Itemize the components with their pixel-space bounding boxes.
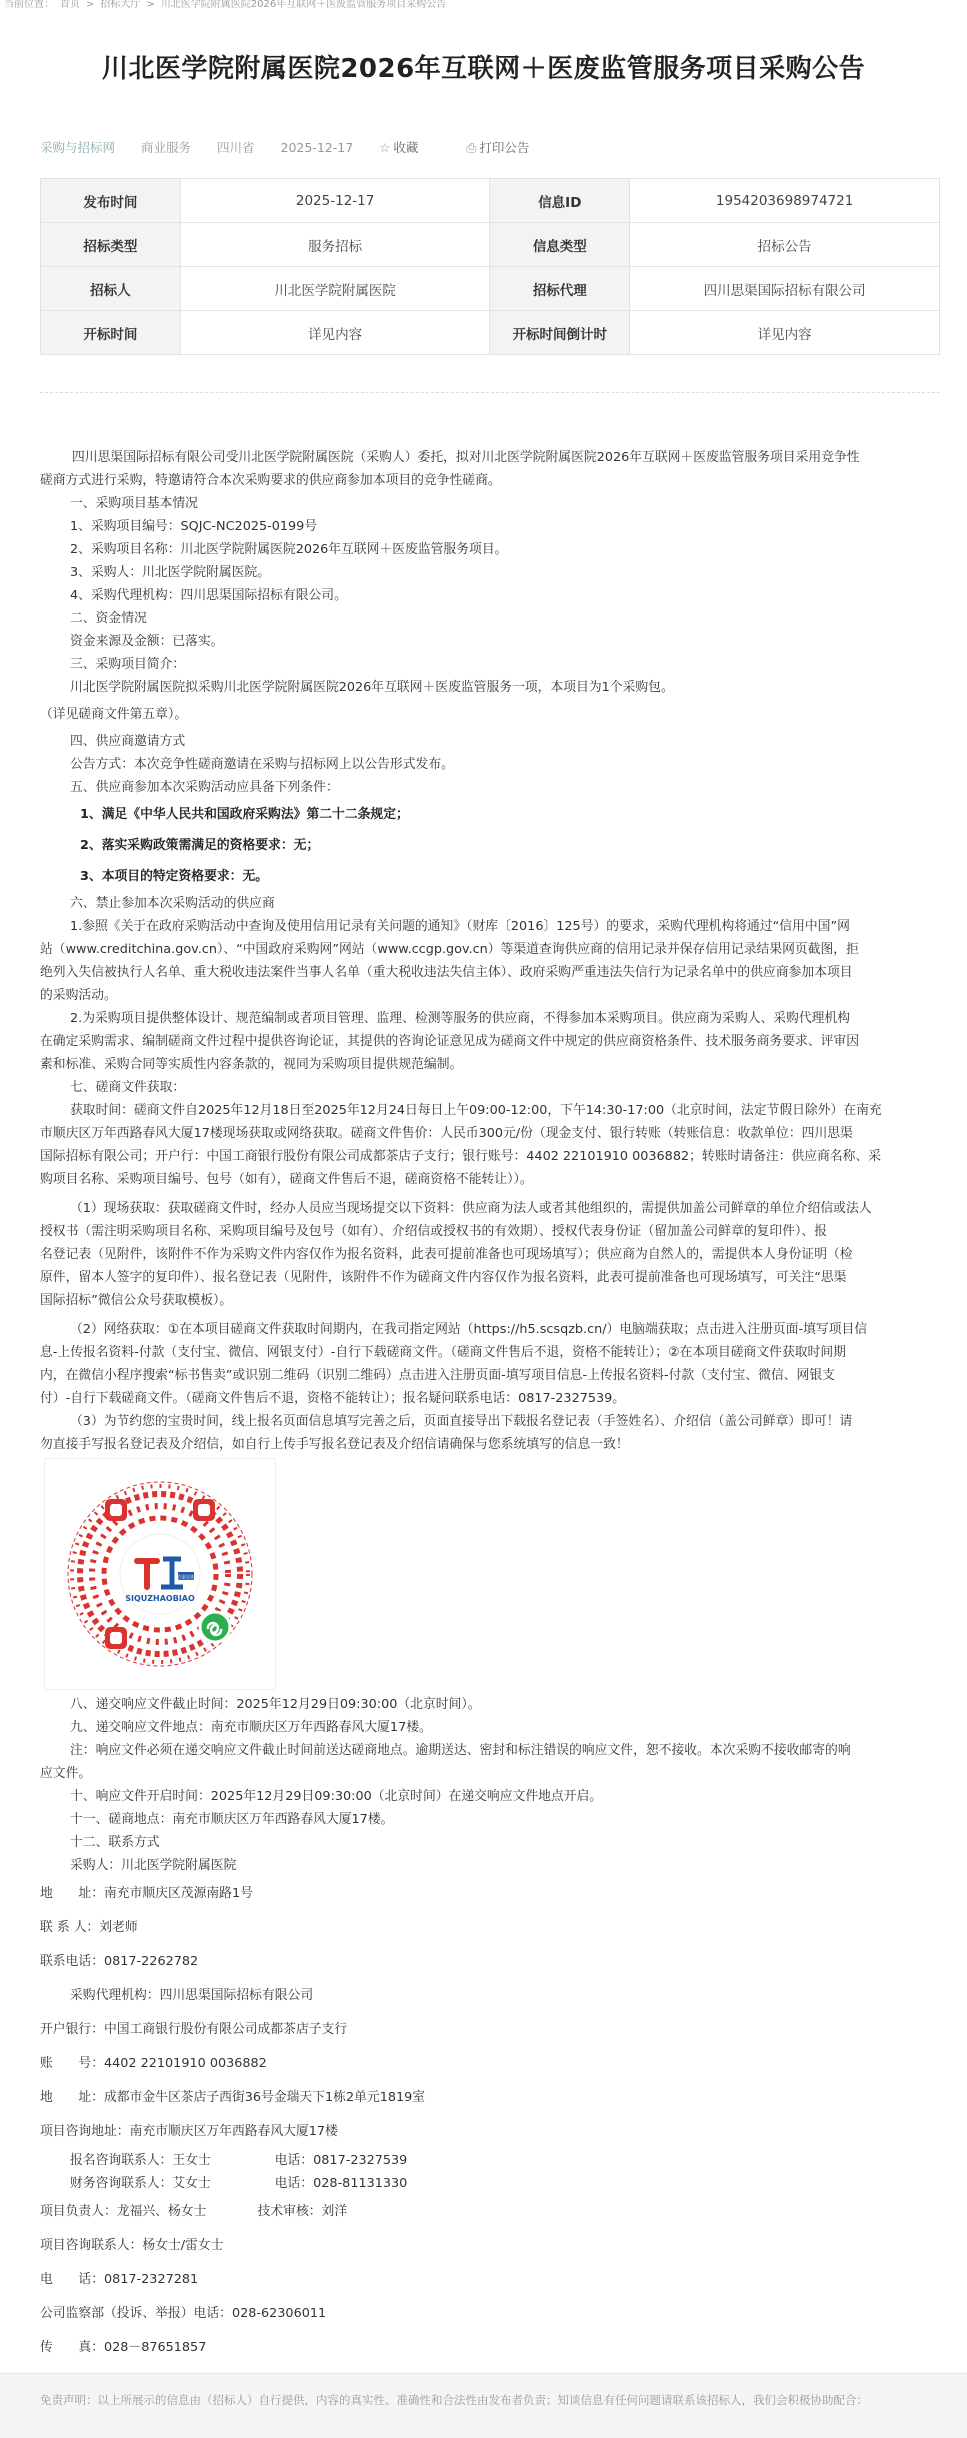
section-heading: 三、采购项目简介： — [70, 657, 186, 672]
section-item: 2、采购项目名称：川北医学院附属医院2026年互联网＋医废监管服务项目。 — [70, 542, 508, 557]
print-icon: ⎙ — [466, 140, 477, 155]
contact-line: 账 号：4402 22101910 0036882 — [40, 2056, 267, 2071]
opening-time-label: 开标时间 — [41, 311, 181, 355]
contact-line: 传 真：028－87651857 — [40, 2340, 207, 2355]
business-tag: 商业服务 — [141, 140, 192, 155]
tenderer-value: 川北医学院附属医院 — [180, 267, 490, 311]
contact-line: 报名咨询联系人：王女士 电话：0817-2327539 — [70, 2153, 408, 2168]
bid-type-label: 招标类型 — [41, 223, 181, 267]
section-item: 1、采购项目编号：SQJC-NC2025-0199号 — [70, 519, 318, 534]
section-item: （详见磋商文件第五章）。 — [40, 707, 188, 722]
qr-code[interactable] — [44, 1458, 276, 1690]
section-heading: 十一、磋商地点：南充市顺庆区万年西路春风大厦17楼。 — [70, 1812, 394, 1827]
requirement-item: 1、满足《中华人民共和国政府采购法》第二十二条规定； — [80, 807, 409, 822]
section-heading: 六、禁止参加本次采购活动的供应商 — [70, 896, 275, 911]
paragraph-line: 购项目名称、采购项目编号、包号（如有），磋商文件售后不退，磋商资格不能转让））。 — [40, 1172, 533, 1187]
section-heading: 五、供应商参加本次采购活动应具备下列条件： — [70, 780, 339, 795]
countdown-label: 开标时间倒计时 — [490, 311, 630, 355]
paragraph-line: 息-上传报名资料-付款（支付宝、微信、网银支付）-自行下载磋商文件。（磋商文件售后不退，资格不能转让）；②在本项目磋商文件获取时间期 — [40, 1345, 846, 1360]
qr-brand-text: 思渠招标 — [175, 1575, 197, 1581]
publish-date: 2025-12-17 — [280, 140, 354, 155]
paragraph-line: （2）网络获取：①在本项目磋商文件获取时间期内，在我司指定网站（https://h5.scsqzb.cn/）电脑端获取；点击进入注册页面-填写项目信 — [70, 1322, 868, 1337]
announcement-body-continued — [40, 1693, 940, 2399]
meta-bar — [40, 138, 573, 162]
contact-line: 地 址：成都市金牛区茶店子西街36号金瑞天下1栋2单元1819室 — [40, 2090, 426, 2105]
print-label: 打印公告 — [479, 140, 530, 155]
paragraph-line: 原件，留本人签字的复印件）、报名登记表（见附件，该附件不作为磋商文件内容仅作为报名资料，此表可提前准备也可现场填写，可关注“思渠 — [40, 1270, 847, 1285]
breadcrumb-separator: > — [146, 0, 155, 10]
breadcrumb-hall-link[interactable]: 招标大厅 — [100, 0, 141, 10]
publish-time-value: 2025-12-17 — [180, 179, 490, 223]
favorite-button[interactable] — [379, 138, 440, 156]
section-item: 资金来源及金额：已落实。 — [70, 634, 224, 649]
contact-line: 采购人：川北医学院附属医院 — [70, 1858, 237, 1873]
section-heading: 四、供应商邀请方式 — [70, 734, 186, 749]
requirement-item: 2、落实采购政策需满足的资格要求：无； — [80, 838, 320, 853]
section-item: 3、采购人：川北医学院附属医院。 — [70, 565, 271, 580]
paragraph-line: 授权书（需注明采购项目名称、采购项目编号及包号（如有）、介绍信或授权书的有效期）、授权代表身份证（留加盖公司鲜章的复印件）、报 — [40, 1224, 828, 1239]
category-link[interactable]: 采购与招标网 — [40, 140, 116, 155]
contact-line: 开户银行：中国工商银行股份有限公司成都茶店子支行 — [40, 2022, 348, 2037]
info-id-label: 信息ID — [490, 179, 630, 223]
print-button[interactable] — [466, 138, 551, 156]
contact-line: 项目咨询联系人：杨女士/雷女士 — [40, 2238, 224, 2253]
section-heading: 十、响应文件开启时间：2025年12月29日09:30:00（北京时间）在递交响应文件地点开启。 — [70, 1789, 603, 1804]
section-heading: 九、递交响应文件地点：南充市顺庆区万年西路春风大厦17楼。 — [70, 1720, 432, 1735]
paragraph-line: 1.参照《关于在政府采购活动中查询及使用信用记录有关问题的通知》（财库〔2016〕125号）的要求，采购代理机构将通过“信用中国”网 — [70, 919, 850, 934]
countdown-value: 详见内容 — [630, 311, 940, 355]
disclaimer-footer — [0, 2373, 967, 2438]
paragraph-line: 2.为采购项目提供整体设计、规范编制或者项目管理、监理、检测等服务的供应商，不得参加本采购项目。供应商为采购人、采购代理机构 — [70, 1011, 851, 1026]
paragraph-line: 绝列入失信被执行人名单、重大税收违法案件当事人名单（重大税收违法失信主体）、政府采购严重违法失信行为记录名单中的供应商参加本项目 — [40, 965, 853, 980]
paragraph-line: 内，在微信小程序搜索“标书售卖”或识别二维码（识别二维码）点击进入注册页面-填写项目信息-上传报名资料-付款（支付宝、微信、网银支 — [40, 1368, 835, 1383]
page-title: 川北医学院附属医院2026年互联网＋医废监管服务项目采购公告 — [101, 54, 866, 84]
star-icon: ☆ — [379, 140, 391, 155]
section-heading: 二、资金情况 — [70, 611, 147, 626]
agent-label: 招标代理 — [490, 267, 630, 311]
table-row — [41, 179, 940, 223]
contact-line: 电 话：0817-2327281 — [40, 2272, 199, 2287]
paragraph-line: 市顺庆区万年西路春风大厦17楼现场获取或网络获取。磋商文件售价：人民币300元/份（现金支付、银行转账（转账信息：收款单位：四川思渠 — [40, 1126, 853, 1141]
paragraph-line: 国际招标”微信公众号获取模板）。 — [40, 1293, 233, 1308]
qr-code-graphic — [45, 1459, 275, 1689]
contact-line: 项目负责人：龙福兴、杨女士 技术审核：刘洋 — [40, 2204, 348, 2219]
intro-line: 四川思渠国际招标有限公司受川北医学院附属医院（采购人）委托，拟对川北医学院附属医院2026年互联网＋医废监管服务项目采用竞争性 — [72, 450, 860, 465]
paragraph-line: 站（www.creditchina.gov.cn）、“中国政府采购网”网站（www.ccgp.gov.cn）等渠道查询供应商的信用记录并保存信用记录结果网页截图，拒 — [40, 942, 859, 957]
paragraph-line: 名登记表（见附件，该附件不作为采购文件内容仅作为报名资料，此表可提前准备也可现场填写）；供应商为自然人的，需提供本人身份证明（检 — [40, 1247, 853, 1262]
info-type-value: 招标公告 — [630, 223, 940, 267]
agent-value: 四川思渠国际招标有限公司 — [630, 267, 940, 311]
info-type-label: 信息类型 — [490, 223, 630, 267]
paragraph-line: 应文件。 — [40, 1766, 92, 1781]
paragraph-line: 注：响应文件必须在递交响应文件截止时间前送达磋商地点。逾期送达、密封和标注错误的响应文件，恕不接收。本次采购不接收邮寄的响 — [70, 1743, 851, 1758]
paragraph-line: 的采购活动。 — [40, 988, 117, 1003]
table-row — [41, 311, 940, 355]
paragraph-line: （1）现场获取：获取磋商文件时，经办人员应当现场提交以下资料：供应商为法人或者其他组织的，需提供加盖公司鲜章的单位介绍信或法人 — [70, 1201, 872, 1216]
breadcrumb-current: 川北医学院附属医院2026年互联网＋医废监管服务项目采购公告 — [160, 0, 447, 10]
paragraph-line: 素和标准、采购合同等实质性内容条款的，视同为采购项目提供规范编制。 — [40, 1057, 463, 1072]
announcement-body — [40, 446, 940, 1479]
paragraph-line: 在确定采购需求、编制磋商文件过程中提供咨询论证，其提供的咨询论证意见成为磋商文件中规定的供应商资格条件、技术服务商务要求、评审因 — [40, 1034, 859, 1049]
requirement-item: 3、本项目的特定资格要求：无。 — [80, 869, 269, 884]
contact-line: 联 系 人：刘老师 — [40, 1920, 138, 1935]
contact-line: 采购代理机构：四川思渠国际招标有限公司 — [70, 1988, 314, 2003]
paragraph-line: 获取时间：磋商文件自2025年12月18日至2025年12月24日每日上午09:00-12:00，下午14:30-17:00（北京时间，法定节假日除外）在南充 — [70, 1103, 882, 1118]
section-item: 4、采购代理机构：四川思渠国际招标有限公司。 — [70, 588, 347, 603]
disclaimer-text: 免责声明：以上所展示的信息由（招标人）自行提供，内容的真实性、准确性和合法性由发布者负责；知谈信息有任何问题请联系该招标人，我们会积极协助配合： — [40, 2393, 868, 2407]
region-tag: 四川省 — [217, 140, 255, 155]
publish-time-label: 发布时间 — [41, 179, 181, 223]
bid-type-value: 服务招标 — [180, 223, 490, 267]
section-heading: 七、磋商文件获取： — [70, 1080, 186, 1095]
contact-line: 财务咨询联系人：艾女士 电话：028-81131330 — [70, 2176, 408, 2191]
paragraph-line: 勿直接手写报名登记表及介绍信，如自行上传手写报名登记表及介绍信请确保与您系统填写的信息一致！ — [40, 1437, 629, 1452]
breadcrumb-separator: > — [86, 0, 95, 10]
contact-line: 地 址：南充市顺庆区茂源南路1号 — [40, 1886, 253, 1901]
contact-line: 联系电话：0817-2262782 — [40, 1954, 199, 1969]
section-heading: 八、递交响应文件截止时间：2025年12月29日09:30:00（北京时间）。 — [70, 1697, 481, 1712]
paragraph-line: （3）为节约您的宝贵时间，线上报名页面信息填写完善之后，页面直接导出下载报名登记表（手签姓名）、介绍信（盖公司鲜章）即可！请 — [70, 1414, 853, 1429]
paragraph-line: 国际招标有限公司；开户行：中国工商银行股份有限公司成都茶店子支行；银行账号：4402 22101910 0036882；转账时请备注：供应商名称、采 — [40, 1149, 882, 1164]
info-table — [40, 178, 940, 355]
contact-line: 公司监察部（投诉、举报）电话：028-62306011 — [40, 2306, 327, 2321]
section-item: 川北医学院附属医院拟采购川北医学院附属医院2026年互联网＋医废监管服务一项，本项目为1个采购包。 — [70, 680, 674, 695]
divider — [40, 392, 940, 393]
favorite-label: 收藏 — [393, 140, 419, 155]
contact-line: 项目咨询地址：南充市顺庆区万年西路春风大厦17楼 — [40, 2124, 338, 2139]
section-heading: 一、采购项目基本情况 — [70, 496, 198, 511]
info-id-value: 1954203698974721 — [630, 179, 940, 223]
intro-line: 磋商方式进行采购，特邀请符合本次采购要求的供应商参加本项目的竞争性磋商。 — [40, 473, 501, 488]
opening-time-value: 详见内容 — [180, 311, 490, 355]
table-row — [41, 223, 940, 267]
table-row — [41, 267, 940, 311]
section-item: 公告方式：本次竞争性磋商邀请在采购与招标网上以公告形式发布。 — [70, 757, 454, 772]
paragraph-line: 付）-自行下载磋商文件。（磋商文件售后不退，资格不能转让）；报名疑问联系电话：0817-2327539。 — [40, 1391, 626, 1406]
section-heading: 十二、联系方式 — [70, 1835, 160, 1850]
breadcrumb-prefix: 当前位置： — [4, 0, 54, 10]
tenderer-label: 招标人 — [41, 267, 181, 311]
breadcrumb-home-link[interactable]: 首页 — [60, 0, 80, 10]
breadcrumb — [0, 0, 967, 12]
qr-logo-text: SIQUZHAOBIAO — [125, 1594, 195, 1603]
